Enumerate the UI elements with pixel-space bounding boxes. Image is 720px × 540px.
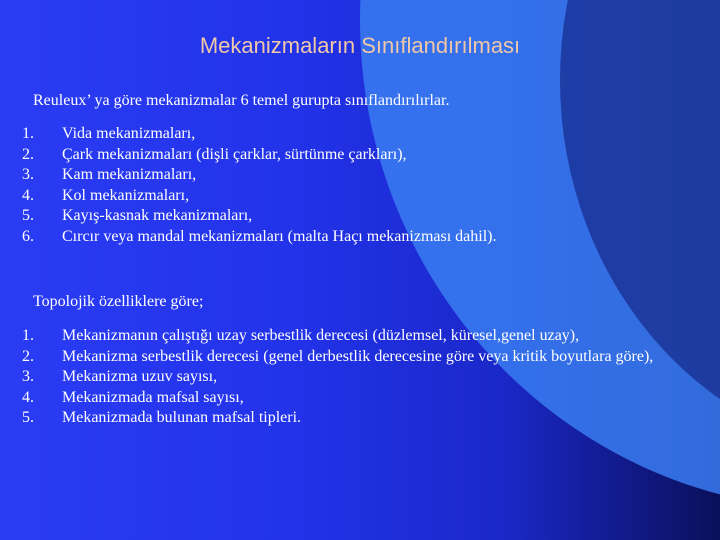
topology-list [22, 326, 682, 429]
list-text: Mekanizmada bulunan mafsal tipleri. [62, 409, 302, 426]
list-text: Kam mekanizmaları, [62, 166, 197, 183]
list-number: 6. [22, 227, 34, 245]
list-item [22, 227, 682, 248]
list-text: Mekanizmanın çalıştığı uzay serbestlik derecesi (düzlemsel, küresel,genel uzay), [62, 327, 580, 344]
list-item [22, 388, 682, 409]
reuleux-list [22, 124, 682, 247]
list-number: 2. [22, 347, 34, 365]
list-text: Mekanizmada mafsal sayısı, [62, 388, 244, 406]
list-text: Vida mekanizmaları, [62, 125, 196, 142]
list-number: 5. [22, 409, 34, 426]
list-number: 1. [22, 125, 34, 142]
list-number: 2. [22, 145, 34, 163]
list-text: Çark mekanizmaları (dişli çarklar, sürtünme çarkları), [62, 145, 407, 163]
list-text: Kol mekanizmaları, [62, 186, 190, 204]
list-item [22, 206, 682, 227]
list-number: 5. [22, 207, 34, 224]
list-item [22, 124, 682, 145]
list-text: Kayış-kasnak mekanizmaları, [62, 207, 253, 224]
list-item [22, 408, 682, 429]
list-text: Cırcır veya mandal mekanizmaları (malta Haçı mekanizması dahil). [62, 227, 497, 245]
list-item [22, 165, 682, 186]
list-text: Mekanizma serbestlik derecesi (genel derbestlik derecesine göre veya kritik boyutlara göre), [62, 347, 654, 365]
list-item [22, 367, 682, 388]
list-item [22, 145, 682, 166]
list-item [22, 347, 682, 368]
list-number: 3. [22, 166, 34, 183]
list-item [22, 186, 682, 207]
list-text: Mekanizma uzuv sayısı, [62, 368, 218, 385]
intro-text-reuleux: Reuleux’ ya göre mekanizmalar 6 temel gurupta sınıflandırılırlar. [33, 92, 450, 109]
intro-text-topology: Topolojik özelliklere göre; [33, 293, 204, 310]
list-number: 4. [22, 186, 34, 204]
list-number: 3. [22, 368, 34, 385]
slide-title: Mekanizmaların Sınıflandırılması [199, 33, 521, 58]
list-item [22, 326, 682, 347]
list-number: 4. [22, 388, 34, 406]
list-number: 1. [22, 327, 34, 344]
